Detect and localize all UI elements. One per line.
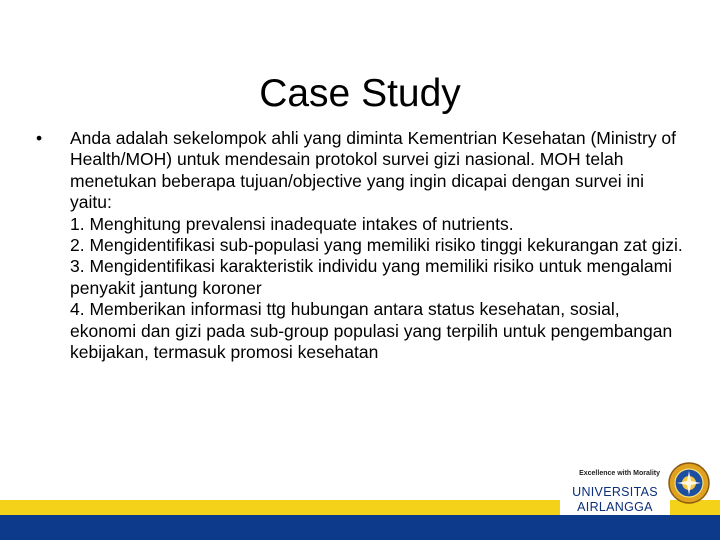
slide-title: Case Study xyxy=(259,72,461,116)
objective-item-3: 3. Mengidentifikasi karakteristik individu yang memiliki risiko untuk mengalami penyakit jantung koroner xyxy=(70,256,673,298)
footer-tagline: Excellence with Morality xyxy=(579,470,660,477)
case-study-bullet xyxy=(36,128,690,363)
footer-blue-bar xyxy=(0,515,720,540)
bullet-marker: • xyxy=(36,128,43,148)
objective-item-1: 1. Menghitung prevalensi inadequate intakes of nutrients. xyxy=(70,213,514,234)
university-name-line2: AIRLANGGA xyxy=(577,500,653,514)
university-name xyxy=(560,485,670,515)
university-seal-icon xyxy=(668,462,710,504)
university-name-line1: UNIVERSITAS xyxy=(572,485,658,499)
objective-item-2: 2. Mengidentifikasi sub-populasi yang memiliki risiko tinggi kekurangan zat gizi. xyxy=(70,235,683,256)
objective-item-4: 4. Memberikan informasi ttg hubungan antara status kesehatan, sosial, ekonomi dan gizi pada sub-group populasi yang terpilih untuk pengembangan kebijakan, termasuk promosi kesehatan xyxy=(70,299,673,363)
intro-paragraph: Anda adalah sekelompok ahli yang diminta Kementrian Kesehatan (Ministry of Health/MOH) untuk mendesain protokol survei gizi nasional. MOH telah menetukan beberapa tujuan/objective yang ingin dicapai dengan survei ini yaitu: xyxy=(70,128,677,213)
